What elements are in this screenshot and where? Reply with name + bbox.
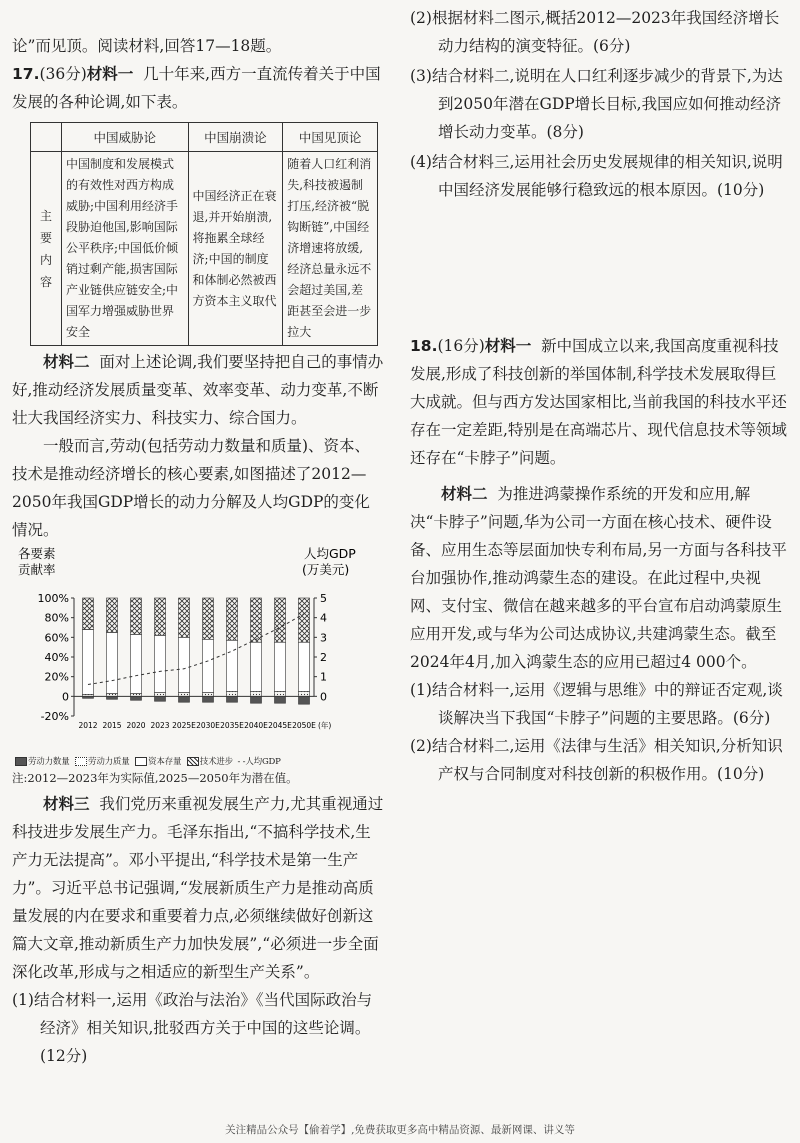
q17-m2-text2: 一般而言,劳动(包括劳动力数量和质量)、资本、技术是推动经济增长的核心要素,如图描述了2012—2050年我国GDP增长的动力分解及人均GDP的变化情况。 [12, 437, 371, 539]
right-axis-title: 人均GDP [304, 546, 356, 561]
q18-m2-text: 为推进鸿蒙操作系统的开发和应用,解决“卡脖子”问题,华为公司一方面在核心技术、硬件设备、应用生态等层面加快专利布局,另一方面与各科技平台加强协作,推动鸿蒙生态的建设。在此过程中,央视网、支付宝、微信在越来越多的平台宣布启动鸿蒙原生应用开发,或与华为公司达成协议,共建鸿蒙生态。截至2024年4月,加入鸿蒙生态的应用已超过4 000个。 [410, 485, 787, 671]
bar-capital [155, 635, 166, 692]
x-tick-label: 2023 [150, 721, 170, 730]
bar-capital [299, 642, 310, 691]
x-tick-label: 2020 [126, 721, 146, 730]
x-tick-label: 2050E [292, 721, 316, 730]
intro-line: 论”而见顶。阅读材料,回答17—18题。 [12, 37, 282, 55]
q18-m1-label: 材料一 [484, 336, 532, 355]
q18-material-1 [410, 332, 788, 472]
q17-sub-question-1: (1)结合材料一,运用《政治与法治》《当代国际政治与经济》相关知识,批驳西方关于中国的这些论调。(12分) [12, 991, 373, 1065]
bar-technology [203, 598, 214, 639]
gdp-chart [12, 546, 384, 756]
gdp-per-capita-line [88, 614, 304, 685]
table-header: 中国见顶论 [283, 123, 378, 152]
bar-capital [131, 634, 142, 693]
q17-m1-text: 几十年来,西方一直流传着关于中国发展的各种论调,如下表。 [12, 65, 381, 111]
bar-technology [299, 598, 310, 642]
left-tick-label: 40% [44, 651, 69, 664]
legend-item: 资本存量 [148, 757, 182, 767]
x-tick-label: 2015 [102, 721, 122, 730]
bar-labor-quantity [275, 696, 286, 703]
discourse-table [30, 122, 378, 346]
left-axis-title: 贡献率 [18, 562, 56, 577]
bar-labor-quantity [107, 696, 118, 699]
q17-material-2 [12, 348, 384, 432]
left-tick-label: 60% [44, 631, 69, 645]
bar-labor-quantity [203, 696, 214, 702]
q17-sub-question-4: (4)结合材料三,运用社会历史发展规律的相关知识,说明中国经济发展能够行稳致远的根本原因。(10分) [410, 153, 783, 199]
bar-labor-quantity [227, 696, 238, 702]
legend-line: - - [237, 757, 246, 767]
left-tick-label: -20% [40, 710, 69, 723]
bar-capital [179, 637, 190, 692]
bar-labor-quality [251, 691, 262, 696]
bar-technology [179, 598, 190, 637]
bar-capital [227, 640, 238, 691]
x-tick-label: 2045E [268, 721, 292, 730]
q17-material-1 [12, 60, 384, 116]
q18-m2-label: 材料二 [441, 484, 488, 503]
x-unit-label: (年) [318, 721, 332, 730]
right-tick-label: 3 [320, 631, 327, 645]
bar-labor-quality [275, 691, 286, 696]
q17-m3-text: 我们党历来重视发展生产力,尤其重视通过科技进步发展生产力。毛泽东指出,“不搞科学技术,生产力无法提高”。邓小平提出,“科学技术是第一生产力”。习近平总书记强调,“发展新质生产力是推动高质量发展的内在要求和重要着力点,必须继续做好创新这篇大文章,推动新质生产力加快发展”,“必须进一步全面深化改革,形成与之相适应的新型生产关系”。 [12, 795, 384, 981]
legend-item: 技术进步 [199, 757, 233, 767]
left-tick-label: 0 [62, 690, 69, 704]
q17-sub-question-2: (2)根据材料二图示,概括2012—2023年我国经济增长动力结构的演变特征。(6分) [410, 9, 780, 55]
left-column [12, 0, 384, 1070]
bar-labor-quality [299, 691, 310, 696]
table-header: 中国威胁论 [61, 123, 188, 152]
page-footer: 关注精品公众号【偷着学】,免费获取更多高中精品资源、最新网课、讲义等 [225, 1124, 575, 1136]
q17-score: (36分) [39, 65, 87, 83]
q18-score: (16分) [437, 337, 485, 355]
left-tick-label: 100% [37, 592, 69, 605]
bar-labor-quality [227, 691, 238, 696]
bar-technology [83, 598, 94, 629]
chart-svg [12, 546, 384, 738]
x-tick-label: 2030E [196, 721, 220, 730]
right-tick-label: 0 [320, 690, 327, 704]
bar-technology [227, 598, 238, 640]
bar-labor-quantity [155, 696, 166, 701]
legend-item: 劳动力质量 [88, 757, 130, 767]
q17-number: 17. [12, 65, 40, 83]
legend-swatch [15, 757, 27, 766]
right-tick-label: 2 [320, 651, 327, 664]
table-cell: 随着人口红利消失,科技被遏制打压,经济被“脱钩断链”,中国经济增速将放缓,经济总量永远不会超过美国,差距甚至会进一步拉大 [283, 152, 378, 346]
table-header-row [31, 123, 378, 152]
bar-capital [83, 629, 94, 694]
q17-m2-text: 面对上述论调,我们要坚持把自己的事情办好,推动经济发展质量变革、效率变革、动力变革,不断壮大我国经济实力、科技实力、综合国力。 [12, 353, 384, 427]
bar-labor-quality [203, 692, 214, 696]
bar-technology [155, 598, 166, 635]
table-row [31, 152, 378, 346]
bar-technology [131, 598, 142, 634]
bar-technology [275, 598, 286, 642]
right-axis-title: (万美元) [302, 562, 350, 577]
x-tick-label: 2035E [220, 721, 244, 730]
bar-labor-quantity [179, 696, 190, 702]
table-header: 中国崩溃论 [188, 123, 283, 152]
q17-sub-question-3: (3)结合材料二,说明在人口红利逐步减少的背景下,为达到2050年潜在GDP增长目标,我国应如何推动经济增长动力变革。(8分) [410, 67, 783, 141]
left-axis-title: 各要素 [18, 546, 56, 561]
chart-legend [12, 756, 384, 768]
bar-labor-quality [179, 692, 190, 696]
q17-material-3 [12, 790, 384, 986]
q18-sub-question-1: (1)结合材料一,运用《逻辑与思维》中的辩证否定观,谈谈解决当下我国“卡脖子”问题的主要思路。(6分) [410, 681, 783, 727]
q17-m2-label: 材料二 [43, 352, 90, 371]
left-tick-label: 80% [44, 611, 69, 625]
left-tick-label: 20% [44, 670, 69, 684]
bar-labor-quantity [299, 696, 310, 704]
q17-m3-label: 材料三 [43, 794, 90, 813]
bar-labor-quality [155, 692, 166, 696]
table-cell: 中国制度和发展模式的有效性对西方构成威胁;中国利用经济手段胁迫他国,影响国际公平秩序;中国低价倾销过剩产能,损害国际产业链供应链安全;中国军力增强威胁世界安全 [61, 152, 188, 346]
bar-technology [251, 598, 262, 642]
table-row-label: 主要内容 [31, 152, 62, 346]
x-tick-label: 2025E [172, 721, 196, 730]
q17-m1-label: 材料一 [86, 64, 134, 83]
legend-item: 劳动力数量 [28, 757, 70, 767]
q18-sub-question-2: (2)结合材料二,运用《法律与生活》相关知识,分析知识产权与合同制度对科技创新的积极作用。(10分) [410, 737, 783, 783]
bar-labor-quantity [131, 696, 142, 700]
bar-capital [275, 642, 286, 691]
bar-labor-quantity [251, 696, 262, 703]
right-tick-label: 5 [320, 592, 327, 605]
x-tick-label: 2012 [78, 721, 98, 730]
bar-capital [203, 639, 214, 692]
bar-capital [107, 632, 118, 693]
legend-swatch [75, 757, 87, 766]
chart-note: 注:2012—2023年为实际值,2025—2050年为潜在值。 [12, 771, 298, 785]
table-corner [31, 123, 62, 152]
bar-capital [251, 642, 262, 691]
q18-number: 18. [410, 337, 438, 355]
x-tick-label: 2040E [244, 721, 268, 730]
legend-swatch [135, 757, 147, 766]
bar-labor-quality [107, 693, 118, 696]
legend-swatch [187, 757, 199, 766]
q18-m1-text: 新中国成立以来,我国高度重视科技发展,形成了科技创新的举国体制,科学技术发展取得巨大成就。但与西方发达国家相比,当前我国的科技水平还存在一定差距,特别是在高端芯片、现代信息技术等领域还存在“卡脖子”问题。 [410, 337, 787, 467]
table-cell: 中国经济正在衰退,并开始崩溃,将拖累全球经济;中国的制度和体制必然被西方资本主义取代 [188, 152, 283, 346]
bar-labor-quality [131, 693, 142, 696]
right-tick-label: 1 [320, 670, 327, 684]
legend-item: 人均GDP [245, 757, 281, 767]
q18-material-2 [410, 480, 788, 676]
right-tick-label: 4 [320, 611, 327, 625]
bar-technology [107, 598, 118, 632]
right-column [410, 0, 788, 788]
